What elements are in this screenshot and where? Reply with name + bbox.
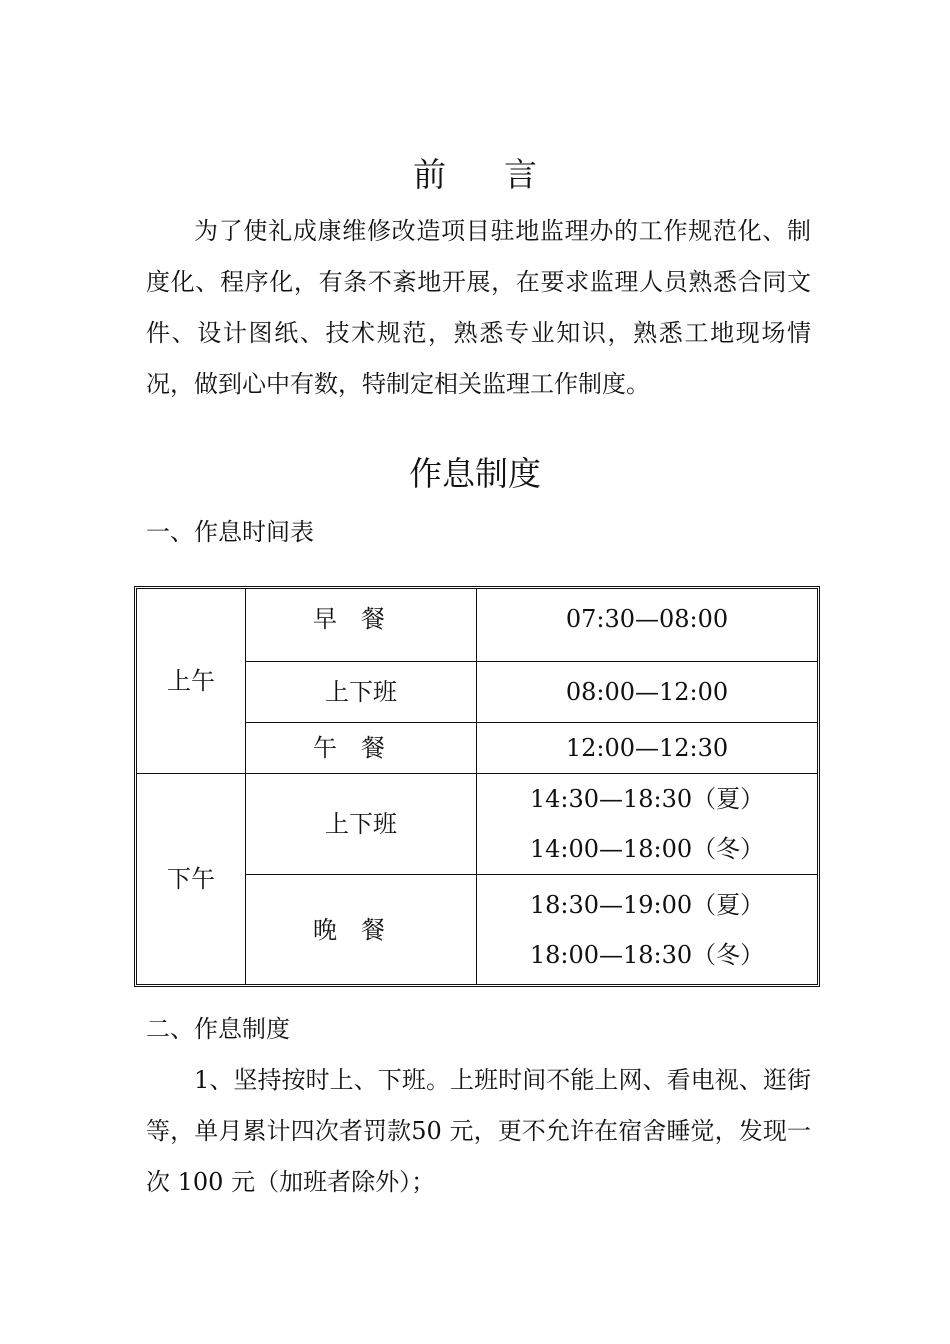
preface-paragraph: 为了使礼成康维修改造项目驻地监理办的工作规范化、制度化、程序化，有条不紊地开展，在要求监理人员熟悉合同文件、设计图纸、技术规范，熟悉专业知识，熟悉工地现场情况，做到心中有数，特制定相关监理工作制度。: [146, 217, 811, 398]
rule-paragraph: 1、坚持按时上、下班。上班时间不能上网、看电视、逛街等，单月累计四次者罚款50 元，更不允许在宿舍睡觉，发现一次 100 元（加班者除外）；: [146, 1066, 811, 1196]
preface-title: 前言: [413, 155, 595, 194]
item-dinner: 晚餐: [246, 875, 477, 985]
time-work-morning: 08:00—12:00: [477, 662, 818, 723]
section-title: 作息制度: [409, 454, 541, 493]
time-summer: 18:30—19:00（夏）: [529, 890, 765, 919]
item-breakfast: 早餐: [246, 589, 477, 662]
time-summer: 14:30—18:30（夏）: [529, 785, 765, 813]
table-row: [137, 589, 818, 662]
time-work-afternoon: [477, 774, 818, 875]
period-morning: 上午: [137, 589, 246, 774]
schedule-table: [136, 588, 818, 985]
item-work-morning: 上下班: [246, 662, 477, 723]
table-row: [137, 774, 818, 875]
time-winter: 18:00—18:30（冬）: [529, 940, 765, 969]
rules-heading: 二、作息制度: [146, 1015, 290, 1043]
time-dinner: [477, 875, 818, 985]
time-lunch: 12:00—12:30: [477, 723, 818, 774]
time-winter: 14:00—18:00（冬）: [529, 835, 765, 863]
item-work-afternoon: 上下班: [246, 774, 477, 875]
item-lunch: 午餐: [246, 723, 477, 774]
time-breakfast: 07:30—08:00: [477, 589, 818, 662]
period-afternoon: 下午: [137, 774, 246, 985]
schedule-heading: 一、作息时间表: [146, 518, 314, 546]
